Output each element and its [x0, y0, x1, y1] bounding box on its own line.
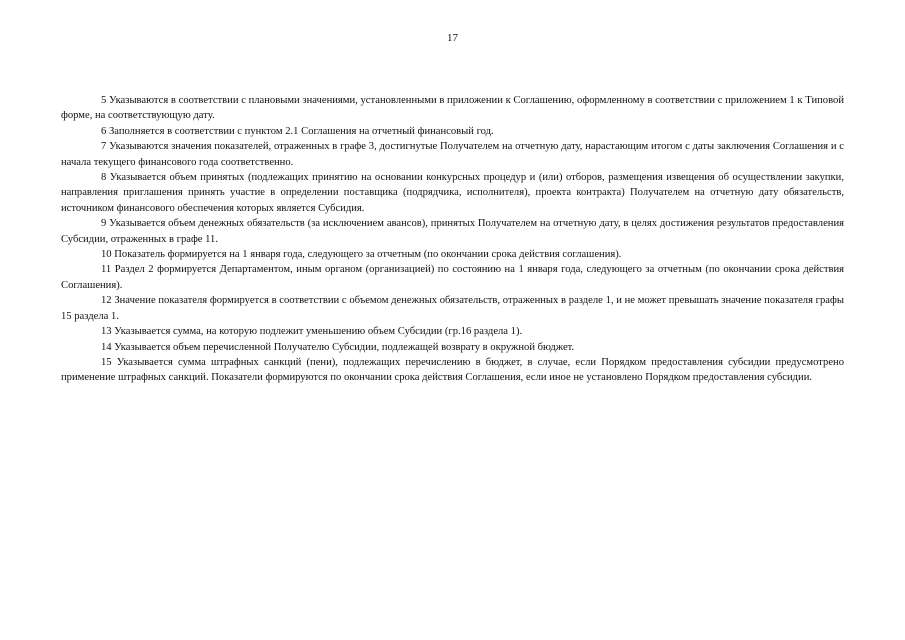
footnote-5: 5 Указываются в соответствии с плановыми значениями, установленными в приложении к Соглашению, оформленному в соответствии с приложением 1 к Типовой форме, на соответствующую дату. [61, 95, 844, 122]
footnote-6: 6 Заполняется в соответствии с пунктом 2.1 Соглашения на отчетный финансовый год. [101, 125, 494, 137]
footnote-11: 11 Раздел 2 формируется Департаментом, иным органом (организацией) по состоянию на 1 января года, следующего за отчетным (по окончании срока действия Соглашения). [61, 264, 844, 291]
footnotes-section [61, 93, 844, 386]
footnote-9: 9 Указывается объем денежных обязательств (за исключением авансов), принятых Получателем на отчетную дату, в целях достижения результатов предоставления Субсидии, отраженных в графе 11. [61, 218, 844, 245]
footnote-12: 12 Значение показателя формируется в соответствии с объемом денежных обязательств, отраженных в разделе 1, и не может превышать значение показателя графы 15 раздела 1. [61, 295, 844, 322]
footnote-10: 10 Показатель формируется на 1 января года, следующего за отчетным (по окончании срока действия соглашения). [101, 249, 622, 261]
footnote-14: 14 Указывается объем перечисленной Получателю Субсидии, подлежащей возврату в окружной бюджет. [101, 341, 575, 353]
footnote-7: 7 Указываются значения показателей, отраженных в графе 3, достигнутые Получателем на отчетную дату, нарастающим итогом с даты заключения Соглашения и с начала текущего финансового года соответственно. [61, 141, 844, 168]
footnote-15: 15 Указывается сумма штрафных санкций (пени), подлежащих перечислению в бюджет, в случае, если Порядком предоставления субсидии предусмотрено применение штрафных санкций. Показатели формируются по окончании срока действия Соглашения, если иное не установлено Порядком предоставления субсидии. [61, 356, 844, 384]
footnote-13: 13 Указывается сумма, на которую подлежит уменьшению объем Субсидии (гр.16 раздела 1). [101, 326, 523, 338]
footnote-8: 8 Указывается объем принятых (подлежащих принятию на основании конкурсных процедур и (или) отборов, размещения извещения об осуществлении закупки, направления приглашения принять участие в определении поставщика (подрядчика, исполнителя), проекта контракта) Получателем на отчетную дату обязательств, источником финансового обеспечения которых является Субсидия. [61, 172, 844, 214]
page-number: 17 [447, 32, 458, 44]
